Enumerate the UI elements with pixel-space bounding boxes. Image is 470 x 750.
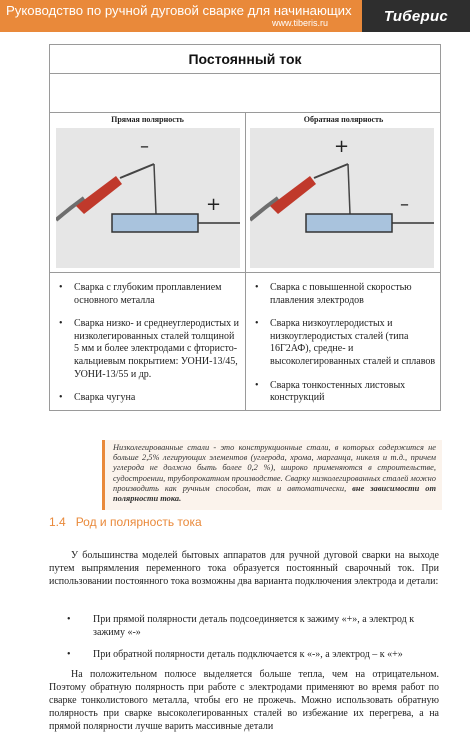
straight-polarity-list bbox=[56, 282, 240, 416]
note-text: Низколегированные стали - это конструкционные стали, в которых содержится не больше 2,5% легирующих элементов (углерода, хрома, марганца, никеля и т.д., причем углерода не должно быть более 0,2 %), широко применяются в строительстве, судостроении, трубопрокатном производстве. Сварку низколегированных сталей можно производить как ручным способом, так и автоматически, bbox=[113, 443, 436, 493]
list-item: • При обратной полярности деталь подключается к «-», а электрод – к «+» bbox=[65, 648, 437, 661]
note-box bbox=[102, 440, 442, 510]
minus-sign: – bbox=[400, 194, 409, 215]
list-item: • Сварка низко- и среднеуглеродистых и низколегированных сталей толщиной 5 мм и более электродами с фтористо-кальциевым покрытием: УОНИ-13/45, УОНИ-13/55 и др. bbox=[56, 318, 240, 381]
left-column-heading: Прямая полярность bbox=[111, 115, 184, 124]
list-item: • Сварка с повышенной скоростью плавления электродов bbox=[252, 282, 436, 307]
reverse-polarity-diagram bbox=[250, 128, 434, 268]
straight-polarity-diagram bbox=[56, 128, 240, 268]
paragraph: На положительном полюсе выделяется больше тепла, чем на отрицательном. Поэтому обратную полярность при работе с электродами применяют во время работ по сварке тонколистового металла, чтобы его не прожечь. Можно использовать обратную полярность при сварке высоколегированных сталей во избежание их перегрева, а на прямой полярности лучше варить массивные детали bbox=[49, 669, 439, 732]
header-url[interactable]: www.tiberis.ru bbox=[272, 18, 329, 28]
polarity-figure bbox=[49, 44, 441, 411]
list-item: • Сварка низкоуглеродистых и низкоуглеродистых сталей (типа 16Г2АФ), средне- и высоколегированных сталей и сплавов bbox=[252, 318, 436, 368]
figure-divider bbox=[50, 272, 440, 273]
section-title: Род и полярность тока bbox=[75, 515, 202, 529]
section-number: 1.4 bbox=[49, 515, 66, 529]
reverse-polarity-list bbox=[252, 282, 436, 416]
workpiece bbox=[306, 214, 392, 232]
polarity-bullets bbox=[65, 613, 437, 670]
note-emphasis: вне зависимости от полярности тока. bbox=[113, 483, 437, 504]
header-bar bbox=[0, 0, 470, 32]
section-heading bbox=[49, 515, 202, 529]
plus-sign: + bbox=[334, 136, 350, 157]
column-divider bbox=[245, 113, 246, 410]
list-item: • При прямой полярности деталь подсоединяется к зажиму «+», а электрод к зажиму «-» bbox=[65, 613, 437, 639]
figure-title: Постоянный ток bbox=[188, 51, 302, 67]
header-title: Руководство по ручной дуговой сварке для начинающих bbox=[6, 3, 352, 18]
list-item: • Сварка тонкостенных листовых конструкций bbox=[252, 380, 436, 405]
paragraph: У большинства моделей бытовых аппаратов для ручной дуговой сварки на выходе путем выпрямления переменного тока образуется постоянный сварочный ток. При использовании постоянного тока возможны два варианта подключения электрода и детали: bbox=[49, 550, 439, 587]
list-item: • Сварка чугуна bbox=[56, 392, 240, 405]
brand-logo: Тиберис bbox=[362, 0, 470, 32]
plus-sign: + bbox=[206, 194, 222, 215]
figure-divider bbox=[50, 73, 440, 74]
list-item: • Сварка с глубоким проплавлением основного металла bbox=[56, 282, 240, 307]
right-column-heading: Обратная полярность bbox=[303, 115, 384, 124]
minus-sign: – bbox=[140, 136, 149, 157]
workpiece bbox=[112, 214, 198, 232]
